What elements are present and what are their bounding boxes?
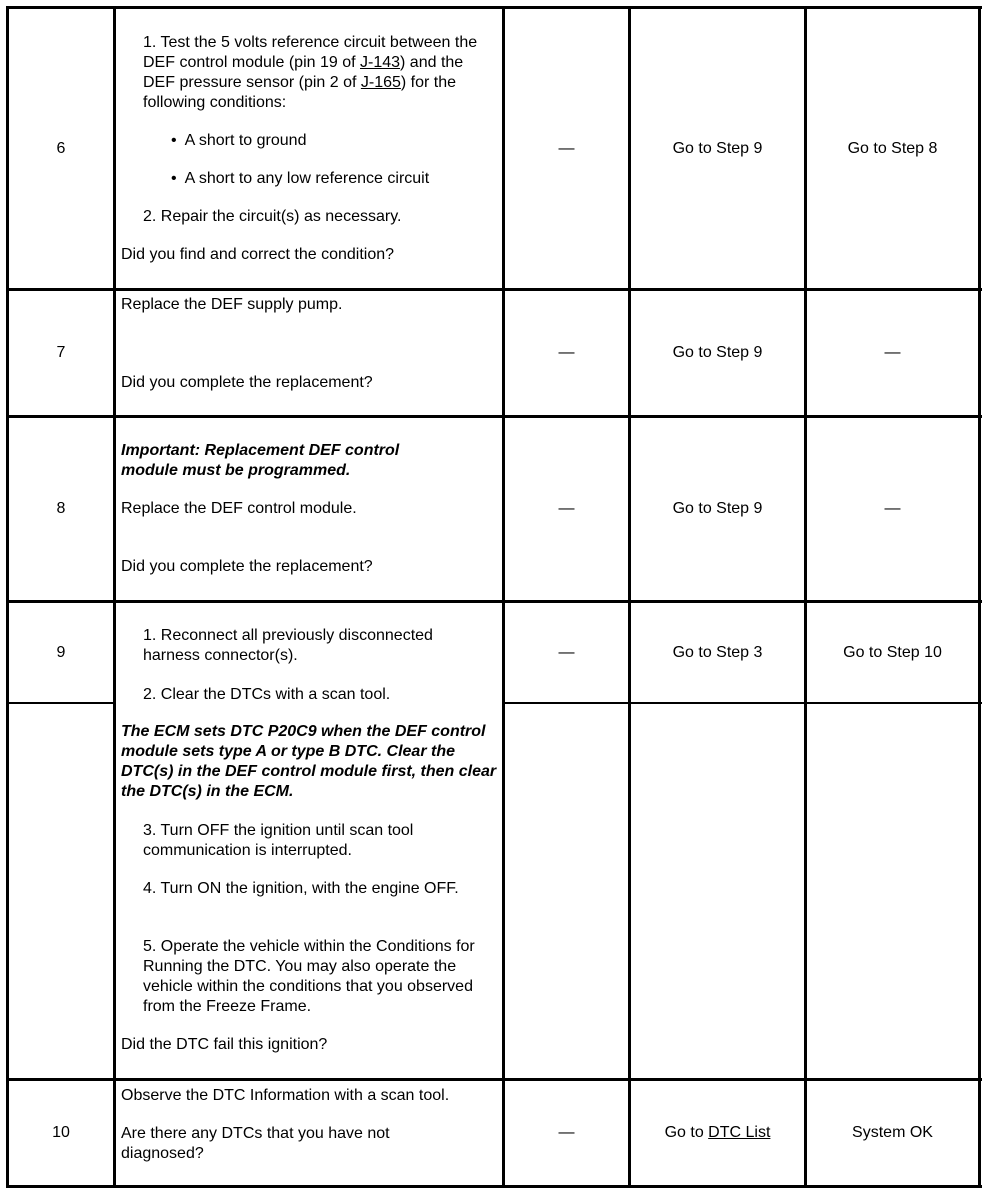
no-text: System OK	[852, 1124, 933, 1141]
no-text: Go to Step 8	[847, 139, 938, 157]
action-item	[143, 33, 499, 113]
question-text: Did you complete the replacement?	[121, 374, 373, 391]
no-cell	[807, 418, 978, 600]
yes-cell	[631, 291, 804, 415]
grid-line	[6, 1185, 982, 1188]
yes-cell	[631, 418, 804, 600]
no-text: —	[884, 500, 901, 517]
step-number	[9, 9, 113, 288]
yes-text: Go to Step 9	[672, 344, 763, 361]
connector-link[interactable]: J-143	[360, 54, 401, 71]
step-number	[9, 418, 113, 600]
yes-prefix: Go to	[664, 1124, 709, 1141]
grid-line	[502, 702, 982, 704]
bullet-item: • A short to ground	[171, 132, 307, 149]
dtc-list-link[interactable]: DTC List	[708, 1124, 771, 1141]
value-cell	[505, 9, 628, 288]
step-number-text: 9	[56, 643, 66, 661]
yes-text: Go to Step 9	[672, 500, 763, 517]
bullet-text: A short to any low reference circuit	[184, 170, 430, 187]
action-text: Replace the DEF supply pump.	[121, 296, 343, 313]
action-item: 4. Turn ON the ignition, with the engine OFF.	[143, 880, 459, 897]
question-text: Did you complete the replacement?	[121, 558, 373, 575]
no-cell	[807, 1081, 978, 1185]
action-item: 2. Repair the circuit(s) as necessary.	[143, 208, 402, 225]
value-text: —	[558, 1124, 575, 1141]
value-text: —	[558, 500, 575, 517]
question-text: Are there any DTCs that you have not diagnosed?	[121, 1125, 390, 1162]
action-text: 1. Test the 5 volts reference circuit between the DEF control module (pin 19 of	[143, 34, 478, 71]
no-cell	[807, 291, 978, 415]
no-cell	[807, 603, 978, 702]
value-cell	[505, 418, 628, 600]
yes-cell	[631, 603, 804, 702]
grid-line	[113, 6, 116, 1188]
yes-text: Go to Step 3	[672, 643, 763, 661]
value-text: —	[558, 139, 575, 157]
step-number-text: 10	[52, 1124, 70, 1141]
step-number-text: 8	[56, 500, 66, 517]
step-number	[9, 291, 113, 415]
question-text: Did the DTC fail this ignition?	[121, 1036, 328, 1053]
grid-line	[6, 702, 116, 704]
action-text: ) and the DEF pressure sensor (pin 2 of	[143, 54, 464, 91]
step-number	[9, 1081, 113, 1185]
value-text: —	[558, 344, 575, 361]
grid-line	[978, 6, 981, 1188]
action-item: 1. Reconnect all previously disconnected harness connector(s).	[143, 627, 433, 664]
important-note: Important: Replacement DEF control module must be programmed.	[121, 442, 400, 479]
question-text: Did you find and correct the condition?	[121, 246, 395, 263]
action-item: 2. Clear the DTCs with a scan tool.	[143, 686, 391, 703]
action-item: 3. Turn OFF the ignition until scan tool communication is interrupted.	[143, 822, 414, 859]
no-text: —	[884, 344, 901, 361]
value-cell	[505, 603, 628, 702]
yes-text	[665, 1124, 771, 1142]
action-item: 5. Operate the vehicle within the Conditions for Running the DTC. You may also operate the vehicle within the conditions that you observed from the Freeze Frame.	[143, 938, 475, 1015]
step-number-text: 7	[56, 344, 66, 361]
yes-cell	[631, 1081, 804, 1185]
important-note: The ECM sets DTC P20C9 when the DEF control module sets type A or type B DTC. Clear the DTC(s) in the DEF control module first, then clear the DTC(s) in the ECM.	[121, 723, 497, 800]
no-text: Go to Step 10	[843, 643, 942, 661]
step-number-text: 6	[56, 139, 66, 157]
bullet-item: • A short to any low reference circuit	[171, 170, 430, 187]
value-cell	[505, 1081, 628, 1185]
value-cell	[505, 291, 628, 415]
bullet-text: A short to ground	[184, 132, 307, 149]
action-text: Observe the DTC Information with a scan tool.	[121, 1087, 450, 1104]
action-text: Replace the DEF control module.	[121, 500, 357, 517]
action-text: ) for the following conditions:	[143, 74, 457, 111]
connector-link[interactable]: J-165	[360, 74, 401, 91]
yes-text: Go to Step 9	[672, 139, 763, 157]
no-cell	[807, 9, 978, 288]
value-text: —	[558, 643, 575, 661]
yes-cell	[631, 9, 804, 288]
step-number	[9, 603, 113, 702]
